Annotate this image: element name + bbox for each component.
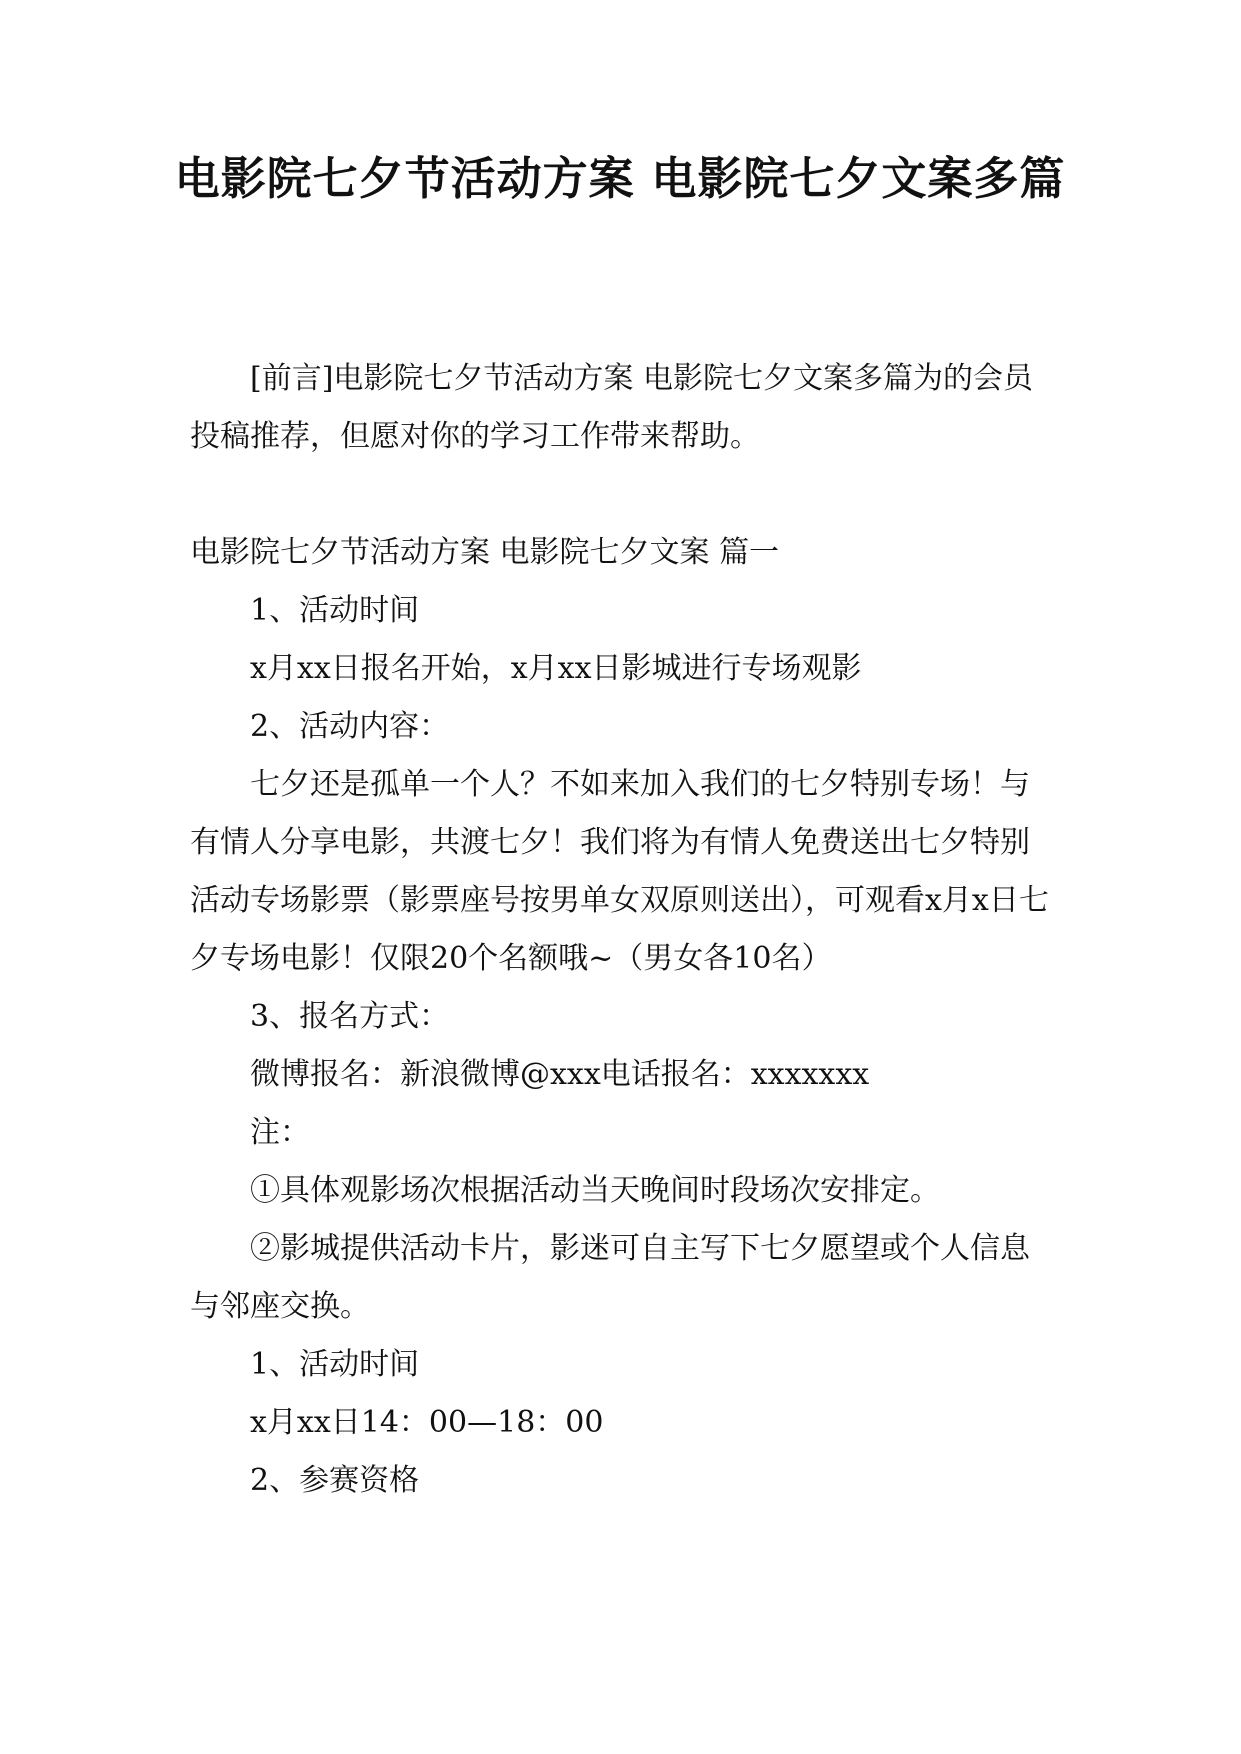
section-heading: 电影院七夕节活动方案 电影院七夕文案 篇一 (190, 535, 780, 570)
body-paragraph: ①具体观影场次根据活动当天晚间时段场次安排定。 (250, 1173, 940, 1208)
document-title: 电影院七夕节活动方案 电影院七夕文案多篇 (174, 152, 1066, 205)
body-paragraph: 2、活动内容： (250, 709, 450, 744)
body-paragraph: x月xx日报名开始，x月xx日影城进行专场观影 (250, 651, 862, 686)
body-paragraph: 注： (250, 1115, 310, 1150)
body-paragraph: 微博报名：新浪微博@xxx电话报名：xxxxxxx (250, 1057, 870, 1092)
document-body (190, 350, 1050, 1510)
body-paragraph: 1、活动时间 (250, 593, 420, 628)
body-paragraph: 2、参赛资格 (250, 1463, 420, 1498)
body-paragraph: 3、报名方式： (250, 999, 450, 1034)
body-paragraph: ②影城提供活动卡片，影迷可自主写下七夕愿望或个人信息与邻座交换。 (190, 1231, 1030, 1324)
body-paragraph: 七夕还是孤单一个人？不如来加入我们的七夕特别专场！与有情人分享电影，共渡七夕！我们将为有情人免费送出七夕特别活动专场影票（影票座号按男单女双原则送出），可观看x月x日七夕专场电影！仅限20个名额哦~（男女各10名） (190, 767, 1049, 976)
preface-paragraph: [前言]电影院七夕节活动方案 电影院七夕文案多篇为的会员投稿推荐，但愿对你的学习工作带来帮助。 (190, 361, 1033, 454)
body-paragraph: x月xx日14：00—18：00 (250, 1405, 604, 1440)
body-paragraph: 1、活动时间 (250, 1347, 420, 1382)
